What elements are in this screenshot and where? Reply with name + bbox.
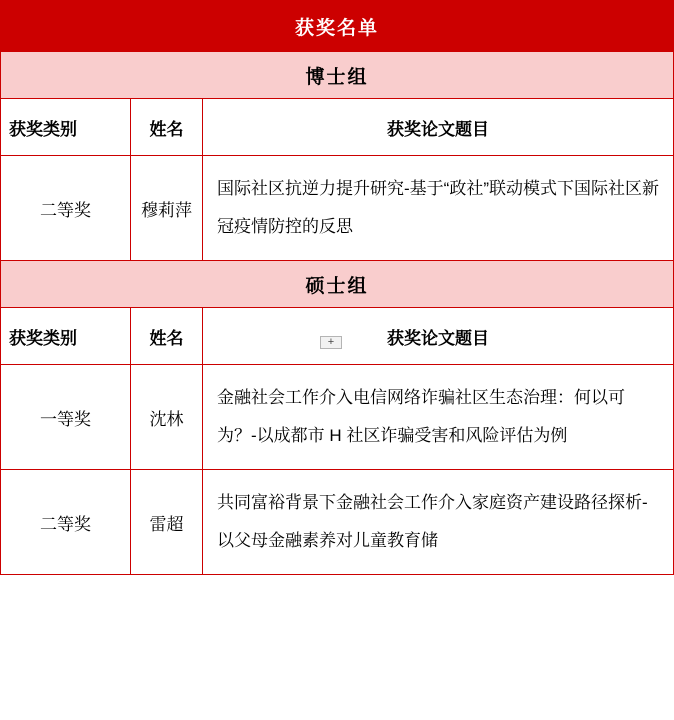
column-header-name: 姓名: [131, 308, 203, 365]
column-header-row-doctoral: [1, 99, 674, 156]
cell-category: 二等奖: [1, 470, 131, 575]
document-title: 获奖名单: [1, 1, 674, 52]
cell-paper: 共同富裕背景下金融社会工作介入家庭资产建设路径探析-以父母金融素养对儿童教育储: [203, 470, 674, 575]
table-row: [1, 470, 674, 575]
table-row: [1, 156, 674, 261]
group-title: 博士组: [1, 52, 674, 99]
cell-paper: 国际社区抗逆力提升研究-基于“政社”联动模式下国际社区新冠疫情防控的反思: [203, 156, 674, 261]
column-header-paper: 获奖论文题目: [203, 99, 674, 156]
column-header-category: 获奖类别: [1, 99, 131, 156]
cell-category: 一等奖: [1, 365, 131, 470]
table-row: [1, 365, 674, 470]
group-header-doctoral: [1, 52, 674, 99]
group-title: 硕士组: [1, 261, 674, 308]
group-header-masters: [1, 261, 674, 308]
column-header-name: 姓名: [131, 99, 203, 156]
cell-category: 二等奖: [1, 156, 131, 261]
cell-name: 沈林: [131, 365, 203, 470]
cell-name: 穆莉萍: [131, 156, 203, 261]
column-header-category: 获奖类别: [1, 308, 131, 365]
insert-row-handle[interactable]: +: [320, 336, 342, 349]
table-title-row: [1, 1, 674, 52]
cell-name: 雷超: [131, 470, 203, 575]
column-header-paper: 获奖论文题目: [203, 308, 674, 365]
cell-paper: 金融社会工作介入电信网络诈骗社区生态治理：何以可为？-以成都市 H 社区诈骗受害和风险评估为例: [203, 365, 674, 470]
